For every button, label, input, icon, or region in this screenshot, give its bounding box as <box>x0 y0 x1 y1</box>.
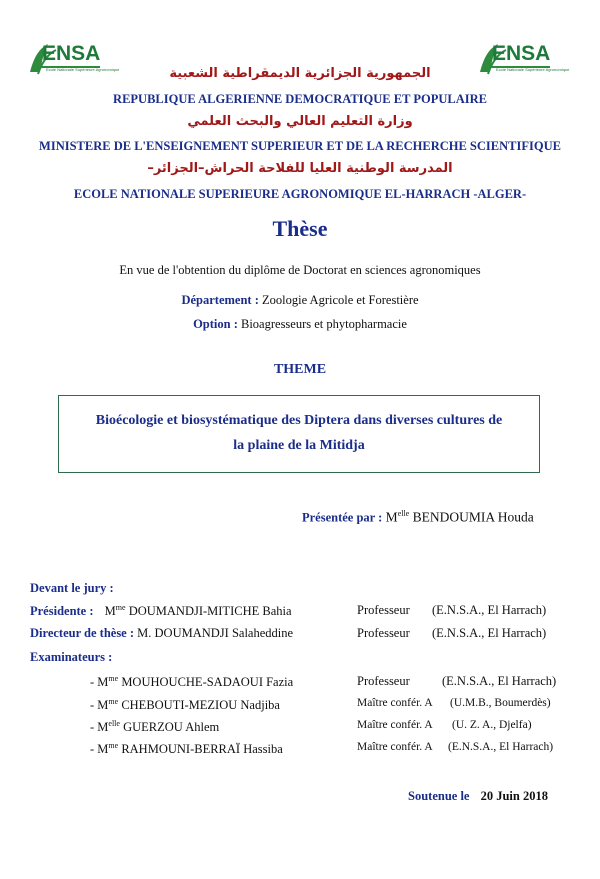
presented-by-sup: elle <box>397 509 410 518</box>
examinateur-sup: elle <box>108 719 120 728</box>
presented-by-prefix: M <box>385 509 398 525</box>
logo-tagline: Ecole Nationale Supérieure Agronomique <box>46 67 120 72</box>
header-fr-republic: REPUBLIQUE ALGERIENNE DEMOCRATIQUE ET POPULAIRE <box>113 92 487 106</box>
theme-line-1: Bioécologie et biosystématique des Diptera dans diverses cultures de <box>95 413 503 428</box>
jury-directeur <box>30 626 293 641</box>
logo-tagline: Ecole Nationale Supérieure Agronomique <box>496 67 570 72</box>
directeur-grade: Professeur <box>357 626 410 640</box>
directeur-name: M. DOUMANDJI Salaheddine <box>134 626 294 640</box>
header-fr-ministry: MINISTERE DE L'ENSEIGNEMENT SUPERIEUR ET DE LA RECHERCHE SCIENTIFIQUE <box>39 139 561 153</box>
presidente-sup: me <box>115 603 126 612</box>
presented-by <box>302 509 534 526</box>
header-fr-school: ECOLE NATIONALE SUPERIEURE AGRONOMIQUE EL-HARRACH -ALGER- <box>73 187 527 201</box>
examinateur-sup: me <box>108 674 119 683</box>
examinateur-name: MOUHOUCHE-SADAOUI Fazia <box>118 675 294 690</box>
logo-text: ENSA <box>42 42 101 65</box>
department-value: Zoologie Agricole et Forestière <box>258 293 419 307</box>
option-label: Option : <box>193 317 238 331</box>
theme-box <box>58 395 540 473</box>
examinateur-grade: Professeur <box>357 674 410 688</box>
header-ar-republic: الجمهورية الجزائرية الديمقراطية الشعبية <box>169 66 431 81</box>
examinateur-prefix: - M <box>90 720 109 735</box>
presented-by-label: Présentée par : <box>302 510 383 525</box>
examinateur-sup: me <box>108 741 119 750</box>
examinateur-row <box>90 719 219 735</box>
examinateur-inst: (U.M.B., Boumerdès) <box>450 697 551 709</box>
page-title: Thèse <box>272 216 328 241</box>
subtitle: En vue de l'obtention du diplôme de Doctorat en sciences agronomiques <box>119 263 481 277</box>
examinateur-row <box>90 697 280 713</box>
examinateur-grade: Maître confér. A <box>357 719 433 731</box>
logo-text: ENSA <box>492 42 551 65</box>
jury-presidente <box>30 603 292 619</box>
examinateurs-label: Examinateurs : <box>30 650 113 664</box>
defense-label: Soutenue le <box>408 789 470 803</box>
examinateur-inst: (U. Z. A., Djelfa) <box>452 719 532 731</box>
examinateur-prefix: - M <box>90 698 109 713</box>
examinateur-name: CHEBOUTI-MEZIOU Nadjiba <box>118 698 280 713</box>
examinateur-name: RAHMOUNI-BERRAÏ Hassiba <box>118 742 283 757</box>
header-ar-school: المدرسة الوطنية العليا للفلاحة الحراش–الجزائر– <box>147 161 453 176</box>
examinateur-sup: me <box>108 697 119 706</box>
presented-by-name: BENDOUMIA Houda <box>409 509 534 525</box>
presidente-name: DOUMANDJI-MITICHE Bahia <box>125 604 292 619</box>
examinateur-name: GUERZOU Ahlem <box>119 720 220 735</box>
directeur-inst: (E.N.S.A., El Harrach) <box>432 626 547 640</box>
examinateur-row <box>90 674 293 690</box>
examinateur-prefix: - M <box>90 742 109 757</box>
department-line <box>0 293 600 308</box>
defense-date-value: 20 Juin 2018 <box>480 789 548 803</box>
option-line <box>0 317 600 332</box>
presidente-label: Présidente : <box>30 604 94 619</box>
examinateur-prefix: - M <box>90 675 109 690</box>
presidente-prefix: M <box>104 604 116 619</box>
theme-text <box>59 408 539 458</box>
examinateur-inst: (E.N.S.A., El Harrach) <box>448 741 554 753</box>
department-label: Département : <box>181 293 259 307</box>
defense-date <box>408 789 548 804</box>
examinateur-row <box>90 741 283 757</box>
examinateur-grade: Maître confér. A <box>357 741 433 753</box>
theme-heading: THEME <box>273 362 327 377</box>
theme-line-2: la plaine de la Mitidja <box>233 438 365 453</box>
jury-heading: Devant le jury : <box>30 581 114 595</box>
examinateur-inst: (E.N.S.A., El Harrach) <box>442 674 557 688</box>
header-ar-ministry: وزارة التعليم العالي والبحث العلمي <box>187 114 413 129</box>
presidente-grade: Professeur <box>357 603 410 617</box>
presidente-inst: (E.N.S.A., El Harrach) <box>432 603 547 617</box>
option-value: Bioagresseurs et phytopharmacie <box>237 317 407 331</box>
directeur-label: Directeur de thèse : <box>30 626 135 640</box>
examinateur-grade: Maître confér. A <box>357 697 433 709</box>
